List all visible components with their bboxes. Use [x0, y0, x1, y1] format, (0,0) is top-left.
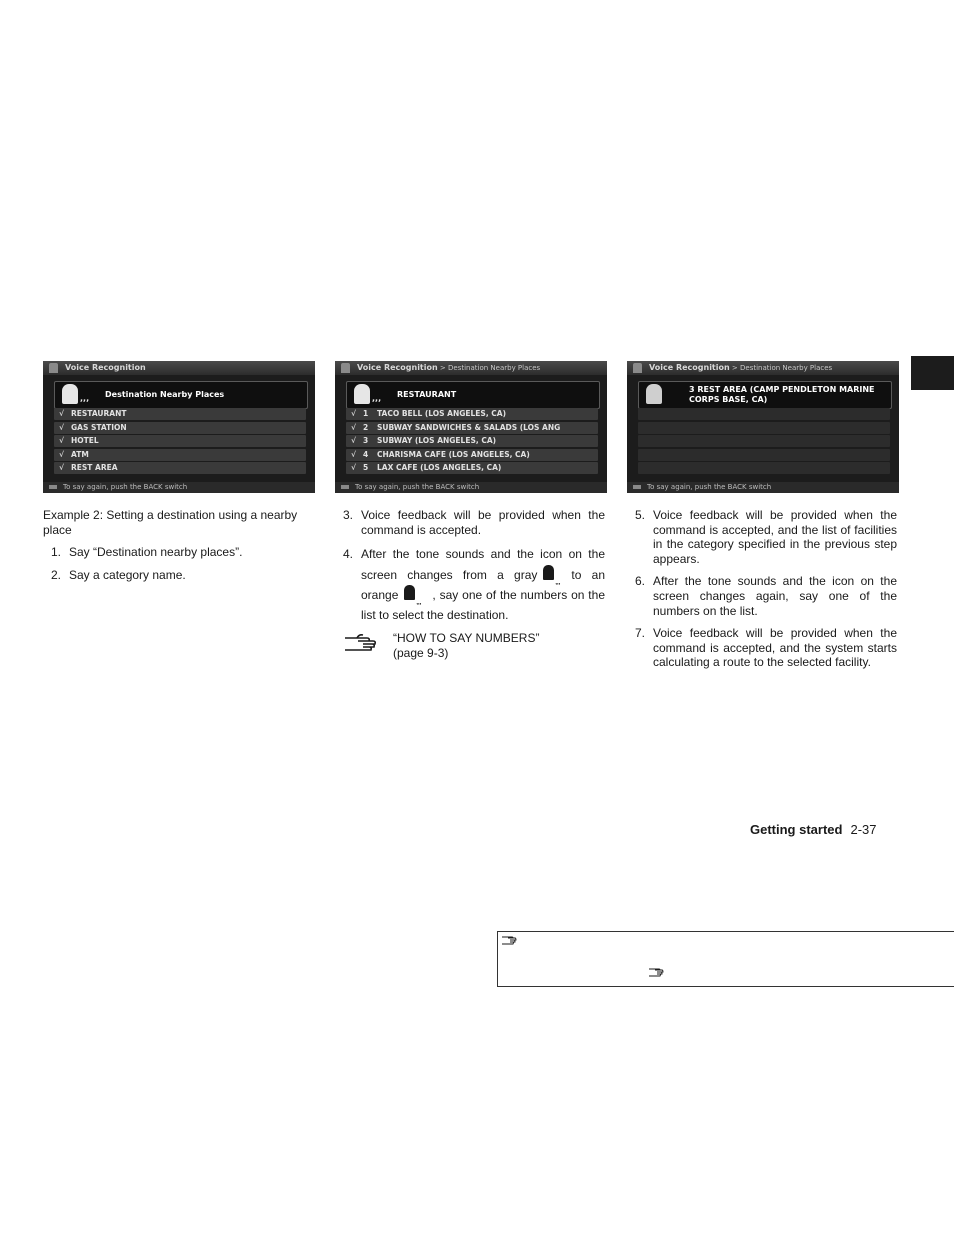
screen-restaurant-list — [335, 361, 607, 493]
back-icon — [633, 485, 641, 489]
step-number: 4. — [343, 547, 354, 562]
column-3 — [635, 508, 897, 670]
step-6 — [635, 574, 897, 618]
voice-recognition-icon — [633, 363, 642, 373]
list-item-number: 4 — [363, 449, 369, 459]
screen-list — [54, 408, 306, 476]
list-item-number: 5 — [363, 463, 369, 472]
list-item-label: CHARISMA CAFE (LOS ANGELES, CA) — [377, 449, 530, 459]
check-mark: √ — [59, 449, 65, 459]
list-item[interactable] — [346, 422, 598, 434]
voice-idle-icon — [644, 384, 672, 406]
step-text: Voice feedback will be provided when the command is accepted. — [361, 508, 605, 537]
list-item[interactable] — [346, 449, 598, 461]
step-text: Say a category name. — [69, 567, 186, 582]
check-mark: √ — [59, 409, 65, 418]
list-item-number: 2 — [363, 422, 369, 432]
section-name: Getting started — [750, 822, 843, 837]
screen-main-item — [346, 381, 600, 409]
step-1 — [51, 545, 315, 560]
check-mark: √ — [59, 422, 65, 432]
reference-title: “HOW TO SAY NUMBERS” — [393, 631, 540, 646]
step-4 — [343, 545, 605, 625]
pointing-hand-icon — [501, 934, 519, 946]
list-item-label: TACO BELL (LOS ANGELES, CA) — [377, 409, 507, 418]
screen-footer — [335, 482, 607, 493]
voice-speaking-icon: ,,, — [60, 384, 88, 406]
step-7 — [635, 626, 897, 670]
back-icon — [49, 485, 57, 489]
chapter-tab — [911, 356, 954, 390]
step-text: After the tone sounds and the icon on the screen changes again, say one of the numbers on the list. — [653, 574, 897, 618]
step-3 — [343, 508, 605, 537]
check-mark: √ — [59, 436, 65, 445]
list-item[interactable] — [54, 449, 306, 461]
list-item-label: HOTEL — [71, 436, 99, 445]
screen-main-text: Destination Nearby Places — [105, 390, 225, 399]
step-text: Voice feedback will be provided when the command is accepted, and the list of facilities in the category specified in the previous step appears. — [653, 508, 897, 566]
screen-list — [638, 408, 890, 476]
voice-recognition-icon — [49, 363, 58, 373]
screen-footer — [627, 482, 899, 493]
example-heading: Example 2: Setting a destination using a nearby place — [43, 508, 298, 537]
list-item — [638, 435, 890, 447]
screen-header-sub: > Destination Nearby Places — [729, 364, 833, 372]
column-1 — [43, 508, 315, 582]
check-mark: √ — [351, 463, 357, 472]
list-item-number: 1 — [363, 409, 369, 418]
list-item — [638, 422, 890, 434]
screen-header — [43, 361, 315, 375]
step-text: to an orange — [361, 567, 605, 603]
list-item-number: 3 — [363, 436, 369, 445]
step-number: 5. — [635, 508, 646, 522]
step-number: 6. — [635, 574, 646, 589]
list-item-label: SUBWAY (LOS ANGELES, CA) — [377, 436, 497, 445]
check-mark: √ — [59, 463, 65, 472]
list-item-label: REST AREA — [71, 463, 118, 472]
voice-speaking-icon: ,,, — [352, 384, 380, 406]
check-mark: √ — [351, 436, 357, 445]
list-item-label: LAX CAFE (LOS ANGELES, CA) — [377, 463, 502, 472]
reference-box — [497, 931, 954, 987]
step-text: , say one of the numbers on the list to select the destination. — [361, 588, 605, 622]
step-number: 1. — [51, 545, 62, 560]
page-footer — [750, 822, 877, 837]
screen-header-title: Voice Recognition — [357, 363, 438, 372]
list-item[interactable] — [54, 435, 306, 447]
list-item[interactable] — [54, 462, 306, 474]
list-item-label: GAS STATION — [71, 422, 127, 432]
hand-icon — [648, 966, 666, 978]
list-item[interactable] — [54, 408, 306, 420]
screen-header — [627, 361, 899, 375]
step-text: Voice feedback will be provided when the command is accepted, and the system starts calculating a route to the selected facility. — [653, 626, 897, 670]
step-text: Say “Destination nearby places”. — [69, 545, 243, 560]
list-item — [638, 408, 890, 420]
column-2 — [343, 508, 605, 660]
screen-footer — [43, 482, 315, 493]
pointing-hand-icon — [343, 632, 383, 652]
screen-footer-text: To say again, push the BACK switch — [355, 483, 480, 491]
step-number: 2. — [51, 567, 62, 582]
reference-page: (page 9-3) — [393, 645, 449, 660]
back-icon — [341, 485, 349, 489]
cross-reference[interactable] — [343, 631, 605, 660]
list-item-label: RESTAURANT — [71, 409, 127, 418]
screen-header-sub: > Destination Nearby Places — [437, 364, 541, 372]
step-2 — [51, 568, 315, 583]
screen-main-item — [54, 381, 308, 409]
screen-header-title: Voice Recognition — [65, 363, 146, 372]
list-item[interactable] — [54, 422, 306, 434]
gray-voice-icon: ,,, — [543, 565, 559, 582]
check-mark: √ — [351, 449, 357, 459]
list-item[interactable] — [346, 435, 598, 447]
list-item[interactable] — [346, 408, 598, 420]
step-number: 3. — [343, 508, 354, 522]
check-mark: √ — [351, 409, 357, 418]
screen-header — [335, 361, 607, 375]
screen-list — [346, 408, 598, 476]
voice-recognition-icon — [341, 363, 350, 373]
step-5 — [635, 508, 897, 566]
list-item — [638, 449, 890, 461]
check-mark: √ — [351, 422, 357, 432]
screen-main-text: 3 REST AREA (CAMP PENDLETON MARINE CORPS BASE, CA) — [689, 385, 875, 404]
orange-voice-icon: ,,, — [404, 585, 420, 602]
screen-footer-text: To say again, push the BACK switch — [647, 483, 772, 491]
page-number: 2-37 — [850, 822, 877, 837]
screen-main-item — [638, 381, 892, 409]
screen-footer-text: To say again, push the BACK switch — [63, 483, 188, 491]
screen-main-text: RESTAURANT — [397, 390, 457, 399]
step-text: After the tone sounds and the icon on the screen changes from a gray — [361, 547, 605, 582]
screen-header-title: Voice Recognition — [649, 363, 730, 372]
step-number: 7. — [635, 626, 646, 641]
list-item — [638, 462, 890, 474]
screen-selected-facility — [627, 361, 899, 493]
list-item-label: ATM — [71, 449, 89, 459]
list-item[interactable] — [346, 462, 598, 474]
list-item-label: SUBWAY SANDWICHES & SALADS (LOS ANG — [377, 422, 561, 432]
screen-destination-nearby-places — [43, 361, 315, 493]
